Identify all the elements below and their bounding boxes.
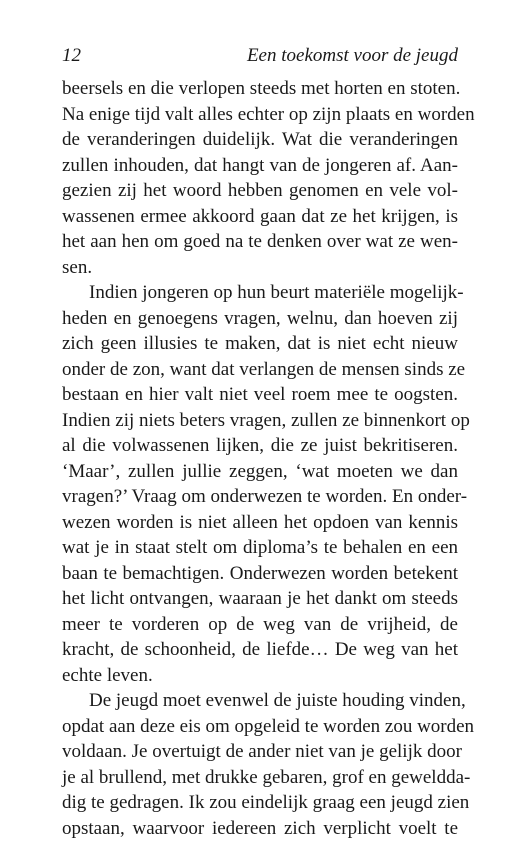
text-line: echte leven.: [62, 664, 153, 686]
text-line: vragen?’ Vraag om onderwezen te worden. En onder-: [62, 486, 468, 507]
text-line: meer te vorderen op de weg van de vrijheid, de: [62, 613, 458, 635]
text-line: onder de zon, want dat verlangen de mensen sinds ze: [62, 358, 466, 380]
text-line: de veranderingen duidelijk. Wat die veranderingen: [62, 129, 458, 150]
text-line: Na enige tijd valt alles echter op zijn plaats en worden: [62, 103, 475, 125]
text-line: baan te bemachtigen. Onderwezen worden betekent: [62, 562, 458, 584]
text-line: gezien zij het woord hebben genomen en vele vol-: [62, 180, 458, 201]
text-line: ‘Maar’, zullen jullie zeggen, ‘wat moeten we dan: [62, 460, 458, 482]
text-line: al die volwassenen lijken, die ze juist bekritiseren.: [62, 435, 458, 456]
paragraph: [62, 280, 470, 688]
text-line: opstaan, waarvoor iedereen zich verplicht voelt te: [62, 817, 458, 839]
text-line: voldaan. Je overtuigt de ander niet van je gelijk door: [62, 741, 462, 762]
text-line: zich geen illusies te maken, dat is niet echt nieuw: [62, 333, 458, 354]
text-line: sen.: [62, 256, 93, 278]
text-line: Indien jongeren op hun beurt materiële mogelijk-: [89, 282, 464, 303]
text-line: het licht ontvangen, waaraan je het dankt om steeds: [62, 588, 458, 609]
text-line: De jeugd moet evenwel de juiste houding vinden,: [89, 690, 466, 711]
text-line: bestaan en hier valt niet veel roem mee te oogsten.: [62, 384, 458, 405]
text-line: wassenen ermee akkoord gaan dat ze het krijgen, is: [62, 205, 458, 227]
text-line: heden en genoegens vragen, welnu, dan hoeven zij: [62, 307, 458, 329]
text-line: dig te gedragen. Ik zou eindelijk graag een jeugd zien: [62, 792, 470, 813]
text-line: kracht, de schoonheid, de liefde… De weg van het: [62, 639, 458, 660]
running-title: Een toekomst voor de jeugd: [246, 45, 458, 66]
running-head: [62, 44, 458, 68]
book-page: [62, 44, 475, 841]
text-line: je al brullend, met drukke gebaren, grof en gewelddа-: [62, 766, 471, 788]
text-line: wezen worden is niet alleen het opdoen van kennis: [62, 511, 458, 533]
text-line: het aan hen om goed na te denken over wat ze wen-: [62, 231, 458, 252]
body-text: [62, 76, 475, 841]
text-line: Indien zij niets beters vragen, zullen ze binnenkort op: [62, 409, 470, 431]
text-line: wat je in staat stelt om diploma’s te behalen en een: [62, 537, 458, 558]
paragraph: [62, 76, 475, 280]
page-number: 12: [62, 45, 81, 66]
text-line: opdat aan deze eis om opgeleid te worden zou worden: [62, 715, 475, 737]
text-line: beersels en die verlopen steeds met horten en stoten.: [62, 78, 461, 99]
text-line: zullen inhouden, dat hangt van de jongeren af. Aan-: [62, 154, 458, 176]
paragraph: [62, 688, 475, 841]
